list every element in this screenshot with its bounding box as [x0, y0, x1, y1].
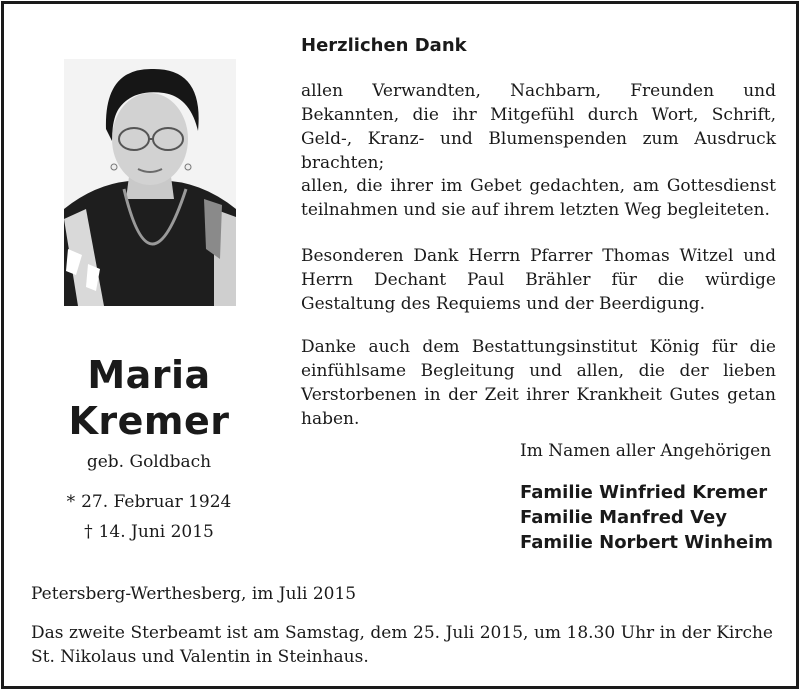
birth-date: 27. Februar 1924 [81, 492, 232, 512]
birth-star-icon: * [66, 492, 76, 512]
death-cross-icon: † [84, 522, 93, 542]
place-and-date: Petersberg-Werthesberg, im Juli 2015 [31, 584, 357, 604]
mass-notice: Das zweite Sterbeamt ist am Samstag, dem 25. Juli 2015, um 18.30 Uhr in der Kirche St. Nikolaus und Valentin in Steinhaus. [31, 623, 773, 667]
deceased-first-name: Maria [87, 353, 211, 397]
death-date-line [4, 520, 294, 544]
death-date: 14. Juni 2015 [98, 522, 214, 542]
portrait-photo [64, 59, 236, 306]
birth-name: geb. Goldbach [86, 452, 212, 472]
thanks-paragraph: Besonderen Dank Herrn Pfarrer Thomas Witzel und Herrn Dechant Paul Brähler für die würdige Gestaltung des Requiems und der Beerdigung. [301, 246, 776, 314]
deceased-last-name: Kremer [68, 399, 230, 443]
thanks-paragraph: allen Verwandten, Nachbarn, Freunden und Bekannten, die ihr Mitgefühl durch Wort, Schrift, Geld-, Kranz- und Blumenspenden zum Ausdruck brachten; [301, 81, 776, 173]
signature-intro: Im Namen aller Angehörigen [520, 441, 772, 461]
family-name: Familie Winfried Kremer [520, 482, 768, 503]
family-name: Familie Norbert Winheim [520, 532, 774, 553]
obituary-card [1, 1, 799, 689]
thanks-heading: Herzlichen Dank [301, 35, 467, 56]
birth-date-line [4, 490, 294, 514]
family-name: Familie Manfred Vey [520, 507, 727, 528]
thanks-paragraph: Danke auch dem Bestattungsinstitut König für die einfühlsame Begleitung und allen, die der lieben Verstorbenen in der Zeit ihrer Krankheit Gutes getan haben. [301, 337, 776, 429]
thanks-paragraph: allen, die ihrer im Gebet gedachten, am Gottesdienst teilnahmen und sie auf ihrem letzten Weg begleiteten. [301, 176, 776, 220]
